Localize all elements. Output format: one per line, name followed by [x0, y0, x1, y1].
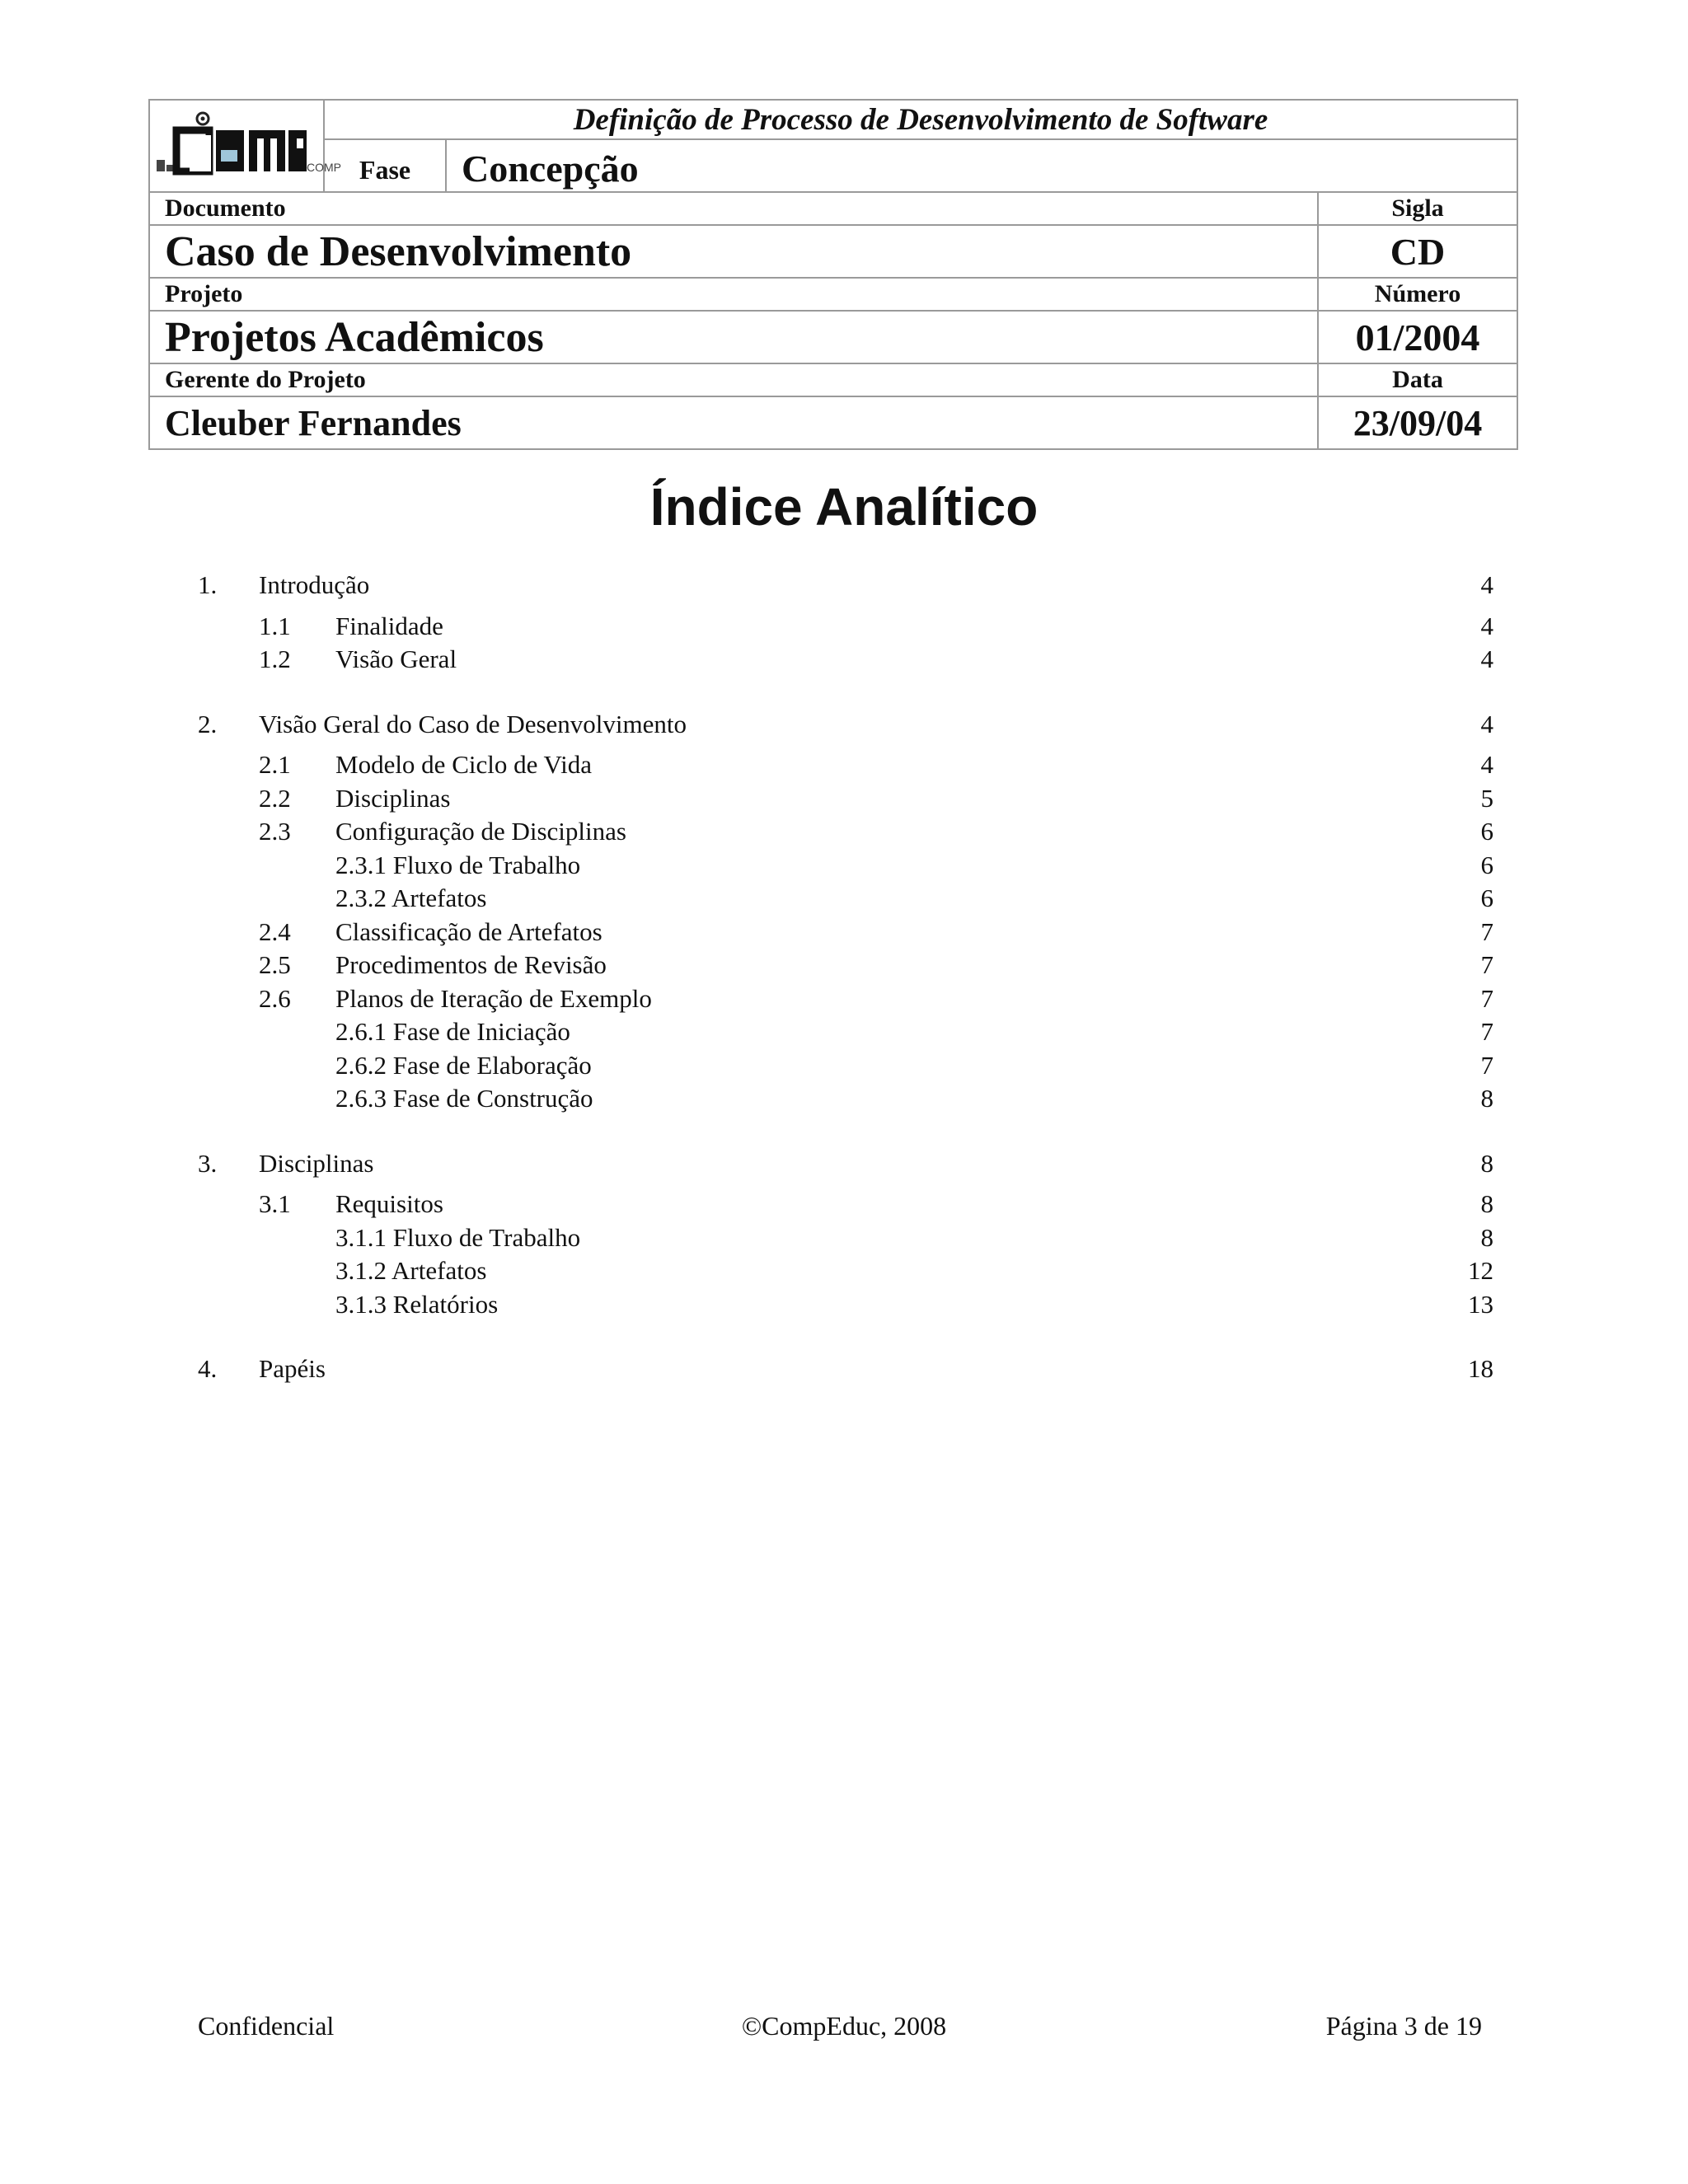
toc-text: 2.3.1 Fluxo de Trabalho: [335, 850, 581, 879]
toc-number: 2.5: [259, 950, 291, 979]
table-of-contents: [198, 569, 1493, 1386]
toc-entry[interactable]: [198, 1288, 1493, 1322]
comp-logo-icon: [155, 112, 341, 183]
toc-page: 6: [1480, 883, 1493, 912]
toc-page: 18: [1468, 1354, 1493, 1383]
footer-page-number: Página 3 de 19: [1325, 2011, 1482, 2041]
toc-text: 2.6.1 Fase de Iniciação: [335, 1017, 570, 1046]
data-label: Data: [1392, 366, 1443, 393]
toc-text: 2.6.3 Fase de Construção: [335, 1084, 593, 1113]
toc-number: 1.: [198, 570, 218, 599]
documento-label: Documento: [150, 193, 1319, 224]
toc-text: 3.1.3 Relatórios: [335, 1289, 499, 1319]
toc-number: 2.: [198, 709, 218, 738]
toc-number: 4.: [198, 1354, 218, 1383]
document-header-table: [148, 99, 1518, 450]
logo-caption: COMP: [307, 161, 341, 174]
toc-entry[interactable]: [198, 1352, 1493, 1386]
toc-entry[interactable]: [198, 949, 1493, 982]
toc-text: Visão Geral do Caso de Desenvolvimento: [259, 709, 687, 738]
gerente-value: Cleuber Fernandes: [150, 397, 1319, 448]
data-value: 23/09/04: [1353, 402, 1483, 443]
toc-text: Planos de Iteração de Exemplo: [335, 983, 652, 1013]
toc-page: 7: [1480, 916, 1493, 946]
toc-text: 2.3.2 Artefatos: [335, 883, 487, 912]
toc-page: 4: [1480, 750, 1493, 779]
toc-text: Modelo de Ciclo de Vida: [335, 750, 592, 779]
toc-entry[interactable]: [198, 1147, 1493, 1181]
toc-entry[interactable]: [198, 1254, 1493, 1288]
page-title: Índice Analítico: [649, 477, 1039, 537]
toc-entry[interactable]: [198, 643, 1493, 677]
toc-entry[interactable]: [198, 882, 1493, 916]
toc-page: 7: [1480, 950, 1493, 979]
toc-text: Introdução: [259, 570, 370, 599]
toc-text: Requisitos: [335, 1189, 443, 1218]
toc-entry[interactable]: [198, 982, 1493, 1016]
toc-page: 6: [1480, 817, 1493, 846]
toc-number: 2.2: [259, 783, 291, 813]
toc-entry[interactable]: [198, 610, 1493, 644]
toc-number: 3.: [198, 1148, 218, 1178]
toc-page: 4: [1480, 709, 1493, 738]
toc-page: 4: [1480, 644, 1493, 673]
toc-page: 7: [1480, 1050, 1493, 1080]
toc-page: 8: [1480, 1148, 1493, 1178]
toc-text: Configuração de Disciplinas: [335, 817, 626, 846]
fase-label: Fase: [325, 140, 447, 191]
toc-entry[interactable]: [198, 1049, 1493, 1083]
toc-entry[interactable]: [198, 748, 1493, 782]
sigla-label: Sigla: [1391, 194, 1444, 222]
toc-entry[interactable]: [198, 1188, 1493, 1221]
toc-entry[interactable]: [198, 815, 1493, 849]
toc-text: Visão Geral: [335, 644, 457, 673]
numero-label: Número: [1374, 280, 1461, 307]
fase-value: Concepção: [462, 147, 639, 190]
toc-page: 8: [1480, 1084, 1493, 1113]
toc-page: 4: [1480, 611, 1493, 640]
toc-number: 1.2: [259, 644, 291, 673]
toc-entry[interactable]: [198, 916, 1493, 949]
toc-entry[interactable]: [198, 1082, 1493, 1116]
toc-number: 2.1: [259, 750, 291, 779]
toc-entry[interactable]: [198, 849, 1493, 883]
toc-text: Finalidade: [335, 611, 443, 640]
toc-number: 3.1: [259, 1189, 291, 1218]
toc-page: 5: [1480, 783, 1493, 813]
footer-confidential: Confidencial: [198, 2011, 335, 2041]
toc-text: Classificação de Artefatos: [335, 916, 603, 946]
toc-page: 8: [1480, 1222, 1493, 1252]
documento-value: Caso de Desenvolvimento: [150, 226, 1319, 277]
numero-value: 01/2004: [1355, 316, 1480, 359]
sigla-value: CD: [1390, 230, 1446, 273]
toc-entry[interactable]: [198, 708, 1493, 742]
toc-entry[interactable]: [198, 569, 1493, 602]
toc-number: 2.4: [259, 916, 291, 946]
gerente-label: Gerente do Projeto: [150, 364, 1319, 396]
toc-text: Disciplinas: [259, 1148, 374, 1178]
toc-text: Papéis: [259, 1354, 326, 1383]
projeto-label: Projeto: [150, 279, 1319, 310]
toc-text: Procedimentos de Revisão: [335, 950, 607, 979]
toc-text: 3.1.1 Fluxo de Trabalho: [335, 1222, 581, 1252]
toc-number: 1.1: [259, 611, 291, 640]
toc-entry[interactable]: [198, 782, 1493, 816]
toc-text: 2.6.2 Fase de Elaboração: [335, 1050, 592, 1080]
toc-page: 7: [1480, 983, 1493, 1013]
toc-number: 2.3: [259, 817, 291, 846]
toc-page: 6: [1480, 850, 1493, 879]
toc-text: 3.1.2 Artefatos: [335, 1256, 487, 1285]
toc-page: 8: [1480, 1189, 1493, 1218]
toc-page: 12: [1468, 1256, 1493, 1285]
toc-page: 4: [1480, 570, 1493, 599]
toc-entry[interactable]: [198, 1015, 1493, 1049]
toc-page: 13: [1468, 1289, 1493, 1319]
toc-page: 7: [1480, 1017, 1493, 1046]
process-title: Definição de Processo de Desenvolvimento de Software: [325, 101, 1517, 140]
comp-logo: [150, 101, 341, 191]
toc-number: 2.6: [259, 983, 291, 1013]
toc-entry[interactable]: [198, 1221, 1493, 1255]
projeto-value: Projetos Acadêmicos: [150, 312, 1319, 363]
toc-text: Disciplinas: [335, 783, 451, 813]
footer-copyright: ©CompEduc, 2008: [741, 2011, 947, 2041]
